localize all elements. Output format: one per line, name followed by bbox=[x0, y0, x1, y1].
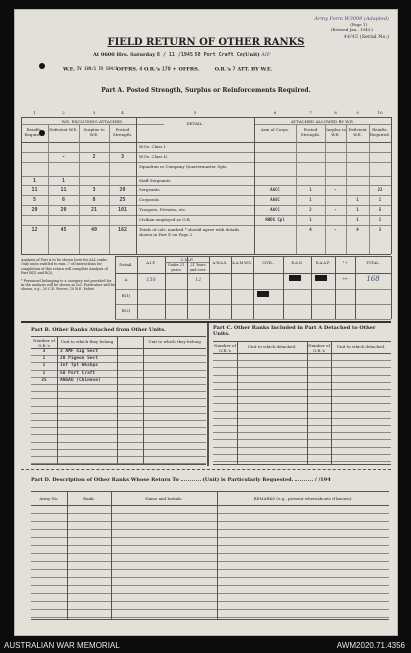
part-c-row-divider bbox=[213, 382, 391, 383]
punch-hole bbox=[39, 63, 45, 69]
row-divider bbox=[21, 215, 391, 216]
analysis-row-label: A bbox=[124, 277, 128, 282]
part-d-row-divider bbox=[31, 561, 389, 562]
part-b-count: 1 bbox=[42, 370, 46, 376]
analysis-total-value: 168 bbox=[366, 275, 380, 283]
cell-r_def: 1 bbox=[356, 197, 359, 202]
row-detail-label: W.Os. Class I. bbox=[139, 144, 167, 149]
cell-r_posted: 4 bbox=[309, 227, 312, 232]
part-c-row-divider bbox=[213, 367, 391, 368]
column-divider bbox=[21, 117, 22, 254]
part-c-row-divider bbox=[213, 425, 391, 426]
analysis-row-label: B(2) bbox=[121, 308, 131, 313]
return-date: 8 / 11 /1945 bbox=[156, 52, 193, 58]
row-divider bbox=[21, 205, 391, 206]
cell-def: 20 bbox=[60, 207, 67, 213]
offrs2-label: + OFFRS. bbox=[172, 66, 200, 73]
cell-def: 1 bbox=[61, 178, 65, 184]
part-d-row-divider bbox=[31, 529, 389, 530]
cell-r_sur: - bbox=[334, 207, 337, 212]
part-d-row-divider bbox=[31, 617, 389, 618]
analysis-header: A.A.M.W.S. bbox=[232, 261, 252, 265]
part-c-row-divider bbox=[213, 403, 391, 404]
form-page-number: (Page 1) bbox=[350, 22, 367, 27]
part-d-header-remarks: REMARKS (e.g., present whereabouts if known). bbox=[253, 496, 353, 501]
cell-posted: 162 bbox=[117, 227, 128, 233]
analysis-column-divider bbox=[209, 256, 210, 319]
column-header: Posted Strength. bbox=[300, 127, 321, 137]
part-b-header-count: Number of O.R.'s bbox=[33, 338, 55, 348]
cell-posted: 101 bbox=[117, 207, 128, 213]
group-left-label: W.E. EXCLUDING ATTACHED. bbox=[61, 119, 124, 124]
column-header: Reinfts. Required. bbox=[24, 127, 45, 137]
cell-r_sur: - bbox=[334, 227, 337, 232]
or2-value: 7 bbox=[232, 66, 236, 73]
part-b-unit: 50 Port Craft bbox=[60, 370, 96, 376]
column-header: Surplus to W.E. bbox=[83, 127, 105, 137]
cell-arm: RHDS Cpl bbox=[265, 217, 285, 222]
column-divider bbox=[325, 124, 326, 254]
analysis-detail-header: Detail. bbox=[119, 262, 133, 267]
part-c-row-divider bbox=[213, 432, 391, 433]
cell-reinf: 11 bbox=[31, 187, 38, 193]
column-divider bbox=[79, 124, 80, 254]
analysis-column-divider bbox=[115, 256, 116, 319]
or2-label: O.R.'s bbox=[214, 66, 231, 73]
we-label: W.E. bbox=[63, 66, 76, 73]
cell-arm: AACC bbox=[270, 207, 280, 212]
part-b-unit: ANGAU (Chinese) bbox=[60, 377, 101, 383]
cell-r_reinf: 23 bbox=[377, 187, 383, 192]
column-number: 9 bbox=[356, 110, 359, 115]
part-b-title: Part B. Other Ranks Attached from Other Units. bbox=[31, 327, 166, 333]
column-divider bbox=[136, 117, 137, 254]
unit-label: (Unit) bbox=[242, 52, 260, 58]
part-c-row-divider bbox=[213, 461, 391, 462]
column-number: 7 bbox=[309, 110, 312, 115]
part-d-row-divider bbox=[31, 601, 389, 602]
part-c-row-divider bbox=[213, 375, 391, 376]
part-b-header-unit: Unit to which they belong bbox=[60, 339, 114, 344]
part-c-header-count-2: Number of O.R.'s bbox=[308, 343, 330, 353]
cell-sur: 2 bbox=[92, 154, 96, 160]
analysis-row-label: B(1) bbox=[121, 293, 131, 298]
part-d-row-divider bbox=[31, 513, 389, 514]
cell-arm: AASC bbox=[270, 197, 280, 202]
cell-sur: 3 bbox=[92, 187, 96, 193]
part-b-header-unit-2: Unit to which they belong bbox=[148, 339, 201, 344]
part-c-row-divider bbox=[213, 447, 391, 448]
part-c-row-divider bbox=[213, 418, 391, 419]
part-d-row-divider bbox=[31, 593, 389, 594]
part-b-unit: Inf Tpt Wkshps bbox=[60, 363, 98, 369]
column-header: Arm of Corps. bbox=[260, 127, 290, 132]
part-d-header-name: Name and Initials. bbox=[145, 496, 183, 501]
analysis-header: Under 21 years bbox=[167, 263, 185, 272]
att-label: ATT. BY W.E. bbox=[237, 66, 273, 73]
cell-reinf: 1 bbox=[32, 178, 36, 184]
cell-r_reinf: 5 bbox=[378, 207, 382, 212]
redaction-block bbox=[257, 291, 269, 297]
column-header: Posted Strength. bbox=[112, 127, 133, 137]
analysis-note bbox=[21, 258, 115, 318]
analysis-header: A.I.F. bbox=[146, 261, 156, 265]
cell-r_posted: 1 bbox=[309, 197, 312, 202]
analysis-column-divider bbox=[283, 256, 284, 319]
part-b-count: 3 bbox=[42, 349, 46, 354]
redaction-block bbox=[289, 275, 301, 281]
cell-r_reinf: 1 bbox=[378, 217, 382, 222]
row-divider bbox=[21, 185, 391, 186]
unit-suffix: AIF bbox=[261, 52, 271, 58]
separator-line bbox=[21, 469, 391, 470]
cell-reinf: 5 bbox=[32, 197, 36, 203]
part-b-count: 25 bbox=[41, 377, 47, 383]
column-number: 6 bbox=[273, 110, 277, 115]
row-detail-label: Corporals bbox=[139, 197, 159, 202]
column-divider bbox=[48, 124, 49, 254]
form-reference: Army Form W3009 (Adapted) bbox=[314, 16, 389, 22]
analysis-column-divider bbox=[231, 256, 232, 319]
cell-reinf: 20 bbox=[31, 207, 38, 213]
cell-posted: 3 bbox=[120, 154, 124, 160]
row-divider bbox=[21, 152, 391, 153]
analysis-header: CIVIL. bbox=[262, 261, 274, 265]
part-c-row-divider bbox=[213, 389, 391, 390]
row-detail-label: Troopers, Privates, etc. bbox=[139, 207, 187, 212]
analysis-header: A.W.A.S. bbox=[212, 261, 228, 265]
column-number: 1 bbox=[33, 110, 36, 115]
part-a-table bbox=[21, 108, 391, 254]
row-detail-label: W.Os. Class II. bbox=[139, 154, 169, 159]
column-number: 5 bbox=[193, 110, 197, 115]
redaction-block bbox=[315, 275, 327, 281]
analysis-column-divider bbox=[165, 256, 166, 319]
row-divider bbox=[21, 195, 391, 196]
part-d-row-divider bbox=[31, 585, 389, 586]
column-number: 4 bbox=[121, 110, 124, 115]
analysis-column-divider bbox=[335, 256, 336, 319]
analysis-header: TOTAL. bbox=[366, 261, 380, 265]
time-label: At 0600 Hrs. Saturday bbox=[93, 52, 156, 58]
row-divider bbox=[21, 162, 391, 163]
or-value: 170 bbox=[161, 66, 171, 73]
analysis-row-divider bbox=[115, 319, 391, 320]
part-c-row-divider bbox=[213, 396, 391, 397]
part-d-row-divider bbox=[31, 609, 389, 610]
column-divider bbox=[254, 117, 255, 254]
cell-posted: 20 bbox=[119, 187, 126, 193]
footer-accession-number: AWM2020.71.4356 bbox=[336, 641, 405, 650]
analysis-note-text-2: * Personnel belonging to a category not provided for in the analysis will be shown in Col. Particulars will be shown, e.g., 20 C.E. Forces, 10 R.E. Palest. bbox=[21, 278, 115, 292]
row-detail-label: Sergeants bbox=[139, 187, 160, 192]
part-c-row-divider bbox=[213, 454, 391, 455]
analysis-column-divider bbox=[355, 256, 356, 319]
part-d-row-divider bbox=[31, 569, 389, 570]
part-d-header-rank: Rank. bbox=[83, 496, 95, 501]
analysis-aif-value: 156 bbox=[146, 277, 156, 283]
part-c-title: Part C. Other Ranks Included in Part A Detached to Other Units. bbox=[213, 325, 376, 337]
column-divider bbox=[109, 124, 110, 254]
cell-posted: 25 bbox=[119, 197, 126, 203]
column-number: 3 bbox=[92, 110, 96, 115]
cell-sur: 40 bbox=[90, 227, 98, 233]
form-revised: (Revised Jan., 1943.) bbox=[330, 27, 373, 32]
cell-r_reinf: 1 bbox=[378, 197, 382, 202]
part-c-row-divider bbox=[213, 439, 391, 440]
analysis-cmf-header: C.M.F. bbox=[180, 257, 194, 262]
column-divider bbox=[369, 124, 370, 254]
cell-r_reinf: 3 bbox=[378, 227, 382, 232]
analysis-column-divider bbox=[391, 256, 392, 319]
part-b-count: 1 bbox=[42, 356, 46, 362]
column-number: 2 bbox=[62, 110, 65, 115]
analysis-table bbox=[115, 256, 391, 320]
part-d-row-divider bbox=[31, 537, 389, 538]
column-divider bbox=[296, 124, 297, 254]
part-d-row-divider bbox=[31, 521, 389, 522]
part-d-title: Part D. Description of Other Ranks Whose Return To bbox=[31, 477, 179, 483]
column-divider bbox=[391, 117, 392, 254]
analysis-column-divider bbox=[311, 256, 312, 319]
cell-def: 6 bbox=[61, 197, 65, 203]
form-page bbox=[14, 9, 398, 636]
analysis-star-value: ** bbox=[342, 277, 348, 283]
serial-value: 44/45 bbox=[343, 34, 359, 40]
row-detail-label: Totals of cols. marked * should agree with details shown in Part E on Page 2 bbox=[139, 227, 240, 237]
group-right-label: ATTACHED ALLOWED BY W.E. bbox=[290, 119, 355, 124]
cell-def: - bbox=[61, 154, 65, 160]
footer-institution: AUSTRALIAN WAR MEMORIAL bbox=[4, 641, 120, 650]
part-a-title: Part A. Posted Strength, Surplus or Reinforcements Required. bbox=[101, 87, 311, 94]
part-d-row-divider bbox=[31, 545, 389, 546]
column-number: 8 bbox=[334, 110, 337, 115]
row-detail-label: Squadron or Company Quartermaster Sgts. bbox=[139, 164, 228, 169]
column-header: Deficient W.E. bbox=[348, 127, 367, 137]
analysis-header: * † bbox=[342, 261, 348, 265]
column-number: 10 bbox=[377, 110, 383, 115]
analysis-column-divider bbox=[187, 256, 188, 319]
analysis-column-divider bbox=[253, 256, 254, 319]
we-value: IV 189/1 IV 194/1 bbox=[76, 66, 118, 71]
form-title: FIELD RETURN OF OTHER RANKS bbox=[107, 37, 305, 48]
part-b-unit: 20 Pigeon Sect bbox=[60, 356, 98, 362]
part-c-row-divider bbox=[213, 360, 391, 361]
analysis-column-divider bbox=[137, 256, 138, 319]
row-divider bbox=[21, 176, 391, 177]
analysis-header: R.A.N. bbox=[291, 261, 303, 265]
cell-r_def: 1 bbox=[356, 207, 359, 212]
analysis-header: R.A.A.F. bbox=[315, 261, 331, 265]
part-c-header-unit: Unit to which detached. bbox=[247, 344, 297, 349]
part-d-date: / /194 bbox=[314, 477, 331, 483]
cell-arm: AACC bbox=[270, 187, 280, 192]
analysis-cmf-value: 12 bbox=[194, 277, 202, 283]
analysis-header: 21 Years and over. bbox=[189, 263, 207, 272]
row-detail-label: Staff Sergeants bbox=[139, 178, 171, 183]
part-b-table bbox=[31, 336, 206, 464]
part-d-title-2: (Unit) is Particularly Requested. bbox=[202, 477, 294, 483]
part-c-header-unit-2: Unit to which detached. bbox=[336, 344, 386, 349]
column-header: Reinfts. Required. bbox=[370, 127, 390, 137]
cell-r_posted: 1 bbox=[309, 187, 312, 192]
column-header: Surplus to W.E. bbox=[325, 127, 346, 137]
cell-r_posted: 2 bbox=[309, 207, 312, 212]
cell-def: 45 bbox=[60, 227, 67, 233]
part-d-title-line bbox=[31, 477, 391, 483]
unit-name: 50 Port Craft Co bbox=[194, 52, 243, 58]
cell-r_def: 4 bbox=[356, 227, 359, 232]
row-detail-label: Civilian employed as O.R. bbox=[139, 217, 191, 222]
offrs-value: 4 bbox=[139, 66, 143, 73]
cell-sur: 21 bbox=[90, 207, 98, 213]
part-c-row-divider bbox=[213, 411, 391, 412]
part-d-table bbox=[31, 491, 389, 619]
column-divider bbox=[346, 124, 347, 254]
cell-r_sur: - bbox=[334, 187, 337, 192]
part-d-header-army-no: Army No. bbox=[39, 496, 59, 501]
row-divider bbox=[21, 225, 391, 226]
cell-r_def: 1 bbox=[356, 217, 359, 222]
cell-r_posted: 1 bbox=[309, 217, 312, 222]
serial-label: (Serial No.) bbox=[359, 34, 389, 40]
part-d-row-divider bbox=[31, 553, 389, 554]
part-b-count: 1 bbox=[42, 363, 46, 369]
cell-def: 11 bbox=[60, 187, 67, 193]
cell-sur: 8 bbox=[92, 197, 96, 203]
analysis-note-text: Analysis of Part A to be shown here for ALL ranks. Only units entitled to rum. 7 of Instructions for completion of this return will complete Analysis of Part B(1) and B(2). bbox=[21, 258, 108, 276]
or-label: O.R.'s bbox=[143, 66, 160, 73]
detail-header: DETAIL. bbox=[186, 121, 204, 126]
part-d-row-divider bbox=[31, 577, 389, 578]
offrs-label: OFFRS. bbox=[116, 66, 138, 73]
part-c-table bbox=[213, 341, 391, 464]
cell-reinf: 12 bbox=[31, 227, 38, 233]
column-header: Deficient W.E. bbox=[49, 127, 78, 132]
part-c-header-count: Number of O.R.'s bbox=[214, 343, 236, 353]
archive-footer bbox=[0, 639, 411, 653]
part-b-unit: 3 AMF Sig Sect bbox=[60, 349, 98, 354]
